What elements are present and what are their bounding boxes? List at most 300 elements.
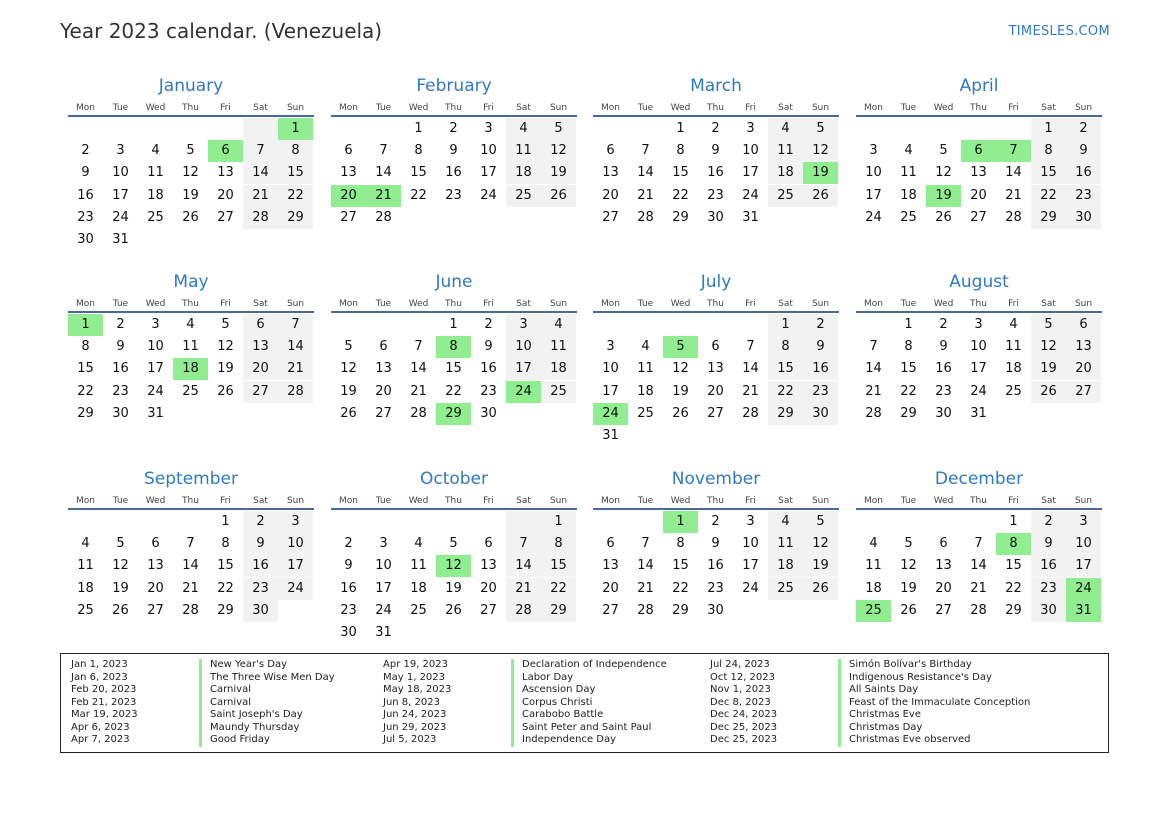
day-cell: 23 [77,209,94,225]
weekday-label: Thu [707,299,724,309]
weekday-label: Thu [970,496,987,506]
day-cell: 25 [768,578,803,600]
month-may [68,269,314,469]
day-cell: 12 [182,165,199,181]
day-cell: 3 [746,121,755,136]
day-cell: 18 [768,555,803,577]
day-cell: 31 [112,232,129,247]
day-cell: 11 [147,165,164,181]
day-cell: 29 [1005,602,1022,618]
holiday-name: The Three Wise Men Day [199,672,335,685]
month-january [68,73,314,273]
day-cell: 14 [375,165,392,181]
weekday-label: Sat [516,496,531,506]
day-cell: 11 [410,558,427,574]
holiday-date: Jun 24, 2023 [383,709,447,720]
day-cell: 25 [637,405,654,421]
month-title: February [416,76,492,96]
day-cell: 19 [340,383,357,399]
day-cell: 29 [278,207,313,229]
day-cell: 26 [935,209,952,225]
day-cell: 16 [112,361,129,377]
weekday-label: Mon [339,103,358,113]
day-cell: 15 [445,361,462,377]
weekday-label: Sat [253,299,268,309]
day-cell: 6 [243,314,278,336]
weekday-label: Sun [286,103,305,113]
holiday-day-cell: 31 [1066,600,1101,622]
holiday-name: Carnival [199,684,251,697]
day-cell: 26 [1031,381,1066,403]
day-cell: 11 [637,361,654,377]
day-cell: 8 [676,536,685,552]
day-cell: 24 [480,187,497,203]
weekday-label: Mon [339,299,358,309]
day-cell: 13 [602,165,619,181]
month-title: December [934,469,1024,489]
holiday-name: Indigenous Resistance's Day [838,672,992,685]
day-cell: 19 [672,383,689,399]
day-cell: 27 [217,209,234,225]
day-cell: 2 [711,514,720,529]
holiday-name: New Year's Day [199,659,287,672]
day-cell: 2 [81,143,90,159]
day-cell: 10 [375,558,392,574]
month-october [331,466,577,666]
day-cell: 3 [151,317,160,332]
day-cell: 27 [970,209,987,225]
weekday-label: Mon [76,496,95,506]
day-cell: 9 [711,536,720,552]
day-cell: 28 [742,405,759,421]
day-cell: 17 [112,187,129,203]
day-cell: 16 [340,580,357,596]
month-title: March [690,76,742,96]
day-cell: 15 [672,558,689,574]
weekday-header [593,102,839,117]
day-cell: 29 [900,405,917,421]
day-cell: 16 [1066,162,1101,184]
day-cell: 10 [742,143,759,159]
day-cell: 5 [803,511,838,533]
day-cell: 16 [243,555,278,577]
weekday-label: Mon [864,103,883,113]
day-cell: 27 [602,602,619,618]
holiday-day-cell: 8 [996,533,1031,555]
weekday-label: Fri [483,103,494,113]
holiday-date: Dec 25, 2023 [710,734,778,745]
day-cell: 5 [116,536,125,552]
day-cell: 20 [970,187,987,203]
day-cell: 17 [147,361,164,377]
day-cell: 5 [904,536,913,552]
weekday-label: Sat [778,103,793,113]
day-cell: 26 [112,602,129,618]
day-cell: 3 [746,514,755,529]
day-cell: 24 [970,383,987,399]
day-cell: 19 [1031,358,1066,380]
weekday-label: Sat [253,103,268,113]
weekday-label: Thu [182,496,199,506]
day-cell: 6 [606,536,615,552]
holiday-date: Jan 6, 2023 [71,671,128,683]
day-cell: 13 [970,165,987,181]
day-cell: 20 [1066,358,1101,380]
day-cell: 9 [711,143,720,159]
day-cell: 29 [77,405,94,421]
weekday-label: Tue [900,103,917,113]
day-cell: 5 [939,143,948,159]
day-cell: 8 [904,339,913,355]
day-cell: 15 [541,555,576,577]
weekday-label: Wed [933,496,954,506]
weekend-empty-cell [243,118,278,140]
day-cell: 19 [445,580,462,596]
weekday-label: Sat [778,496,793,506]
weekday-label: Thu [182,299,199,309]
day-cell: 6 [344,143,353,159]
day-cell: 17 [970,361,987,377]
day-cell: 10 [742,536,759,552]
day-cell: 6 [711,339,720,355]
day-cell: 7 [869,339,878,355]
day-cell: 26 [445,602,462,618]
day-cell: 31 [742,209,759,225]
day-cell: 17 [602,383,619,399]
day-cell: 4 [768,511,803,533]
day-cell: 17 [742,165,759,181]
day-cell: 13 [602,558,619,574]
weekday-label: Wed [670,103,691,113]
day-cell: 15 [77,361,94,377]
day-cell: 1 [414,121,423,136]
day-cell: 4 [541,314,576,336]
day-cell: 20 [375,383,392,399]
day-cell: 19 [112,580,129,596]
day-cell: 14 [970,558,987,574]
day-cell: 30 [1031,600,1066,622]
day-cell: 13 [375,361,392,377]
day-cell: 16 [445,165,462,181]
holiday-name: Saint Peter and Saint Paul [511,722,651,735]
holiday-day-cell: 24 [506,381,541,403]
site-logo[interactable]: TIMESLES.COM [1008,24,1110,39]
day-cell: 18 [865,580,882,596]
day-cell: 7 [506,533,541,555]
day-cell: 15 [410,165,427,181]
holiday-name: Christmas Day [838,722,922,735]
weekday-label: Sat [1041,103,1056,113]
day-cell: 8 [221,536,230,552]
page-title: Year 2023 calendar. (Venezuela) [60,19,383,43]
weekday-label: Tue [637,299,654,309]
day-cell: 21 [637,187,654,203]
day-cell: 19 [182,187,199,203]
weekday-label: Tue [112,103,129,113]
day-cell: 29 [1031,207,1066,229]
weekday-label: Tue [375,103,392,113]
day-cell: 4 [151,143,160,159]
month-title: September [144,469,238,489]
day-cell: 13 [340,165,357,181]
weekday-label: Thu [445,496,462,506]
day-cell: 1 [904,317,913,332]
day-cell: 2 [449,121,458,136]
holiday-day-cell: 1 [663,511,698,533]
holiday-name: Independence Day [511,734,616,747]
weekday-label: Tue [112,299,129,309]
day-cell: 5 [1031,314,1066,336]
holiday-day-cell: 6 [961,140,996,162]
day-cell: 9 [243,533,278,555]
holiday-name: All Saints Day [838,684,918,697]
day-cell: 9 [116,339,125,355]
holiday-day-cell: 18 [173,358,208,380]
weekday-label: Fri [745,103,756,113]
weekday-label: Sun [811,103,830,113]
day-cell: 20 [707,383,724,399]
weekday-label: Wed [670,496,691,506]
day-cell: 27 [480,602,497,618]
holiday-date: Nov 1, 2023 [710,684,771,695]
day-cell: 22 [672,580,689,596]
day-cell: 5 [344,339,353,355]
day-cell: 4 [81,536,90,552]
day-cell: 28 [1005,209,1022,225]
holiday-date: Jul 24, 2023 [710,659,770,670]
day-cell: 8 [414,143,423,159]
day-cell: 8 [541,533,576,555]
holiday-day-cell: 25 [856,600,891,622]
day-cell: 7 [186,536,195,552]
day-cell: 22 [278,185,313,207]
day-cell: 13 [217,165,234,181]
day-cell: 19 [541,162,576,184]
day-cell: 23 [445,187,462,203]
day-cell: 4 [186,317,195,332]
day-cell: 14 [506,555,541,577]
day-cell: 7 [746,339,755,355]
day-cell: 17 [278,555,313,577]
day-cell: 30 [243,600,278,622]
day-cell: 23 [707,580,724,596]
day-cell: 30 [935,405,952,421]
day-cell: 25 [1005,383,1022,399]
day-cell: 11 [182,339,199,355]
month-title: June [435,272,473,292]
day-cell: 7 [243,140,278,162]
weekday-header [856,298,1102,313]
weekday-header [68,298,314,313]
weekday-label: Mon [76,103,95,113]
holiday-day-cell: 21 [366,185,401,207]
day-cell: 26 [900,602,917,618]
day-cell: 6 [151,536,160,552]
holiday-name: Good Friday [199,734,270,747]
day-cell: 2 [243,511,278,533]
day-cell: 14 [637,165,654,181]
day-cell: 29 [672,209,689,225]
weekday-label: Mon [601,299,620,309]
weekday-label: Wed [145,496,166,506]
day-cell: 22 [900,383,917,399]
day-cell: 30 [803,403,838,425]
day-cell: 12 [217,339,234,355]
day-cell: 20 [243,358,278,380]
day-cell: 19 [217,361,234,377]
day-cell: 20 [147,580,164,596]
day-cell: 8 [278,140,313,162]
weekday-label: Tue [900,299,917,309]
day-cell: 10 [1066,533,1101,555]
day-cell: 30 [1066,207,1101,229]
day-cell: 3 [116,143,125,159]
weekday-label: Sun [549,299,568,309]
day-cell: 23 [112,383,129,399]
holiday-name: Carnival [199,697,251,710]
day-cell: 22 [217,580,234,596]
month-august [856,269,1102,469]
holiday-date: Dec 24, 2023 [710,709,778,720]
day-cell: 31 [375,625,392,640]
day-cell: 3 [484,121,493,136]
day-cell: 21 [278,358,313,380]
day-cell: 17 [1066,555,1101,577]
day-cell: 30 [707,602,724,618]
weekday-label: Tue [112,496,129,506]
day-cell: 21 [970,580,987,596]
weekday-label: Mon [601,496,620,506]
day-cell: 10 [112,165,129,181]
weekday-label: Sat [1041,299,1056,309]
day-cell: 27 [243,381,278,403]
holiday-day-cell: 1 [278,118,313,140]
day-cell: 8 [81,339,90,355]
day-cell: 24 [375,602,392,618]
holiday-date: Jul 5, 2023 [383,734,437,745]
day-cell: 16 [935,361,952,377]
weekday-label: Sun [286,496,305,506]
weekday-label: Sun [549,103,568,113]
holiday-date: Mar 19, 2023 [71,709,138,720]
day-cell: 11 [768,533,803,555]
day-cell: 10 [506,336,541,358]
weekday-label: Sat [516,299,531,309]
day-cell: 1 [449,317,458,332]
weekday-label: Mon [864,299,883,309]
day-cell: 22 [672,187,689,203]
weekday-label: Tue [375,299,392,309]
day-cell: 27 [147,602,164,618]
holiday-day-cell: 6 [208,140,243,162]
day-cell: 16 [480,361,497,377]
day-cell: 14 [637,558,654,574]
weekday-label: Fri [1008,496,1019,506]
day-cell: 23 [935,383,952,399]
day-cell: 11 [77,558,94,574]
holiday-day-cell: 24 [1066,578,1101,600]
day-cell: 13 [707,361,724,377]
day-cell: 24 [742,580,759,596]
day-cell: 6 [484,536,493,552]
day-cell: 15 [900,361,917,377]
day-cell: 5 [186,143,195,159]
holiday-date: May 1, 2023 [383,671,446,683]
weekday-label: Fri [745,496,756,506]
day-cell: 21 [1005,187,1022,203]
day-cell: 17 [865,187,882,203]
weekday-label: Sun [1074,299,1093,309]
day-cell: 16 [1031,555,1066,577]
holiday-day-cell: 5 [663,336,698,358]
day-cell: 15 [1005,558,1022,574]
holiday-name: Simón Bolívar's Birthday [838,659,972,672]
weekday-header [856,102,1102,117]
holiday-date: Jan 1, 2023 [71,659,128,670]
day-cell: 16 [803,358,838,380]
holiday-date: Dec 8, 2023 [710,696,771,708]
day-cell: 20 [217,187,234,203]
day-cell: 21 [506,578,541,600]
holiday-name: Saint Joseph's Day [199,709,303,722]
day-cell: 21 [243,185,278,207]
day-cell: 18 [147,187,164,203]
weekday-header [593,298,839,313]
day-cell: 30 [480,405,497,421]
holiday-name: Labor Day [511,672,573,685]
day-cell: 28 [506,600,541,622]
holiday-day-cell: 29 [436,403,471,425]
day-cell: 4 [414,536,423,552]
day-cell: 23 [340,602,357,618]
day-cell: 31 [602,428,619,443]
day-cell: 23 [480,383,497,399]
holiday-list [60,653,1109,753]
day-cell: 8 [676,143,685,159]
month-february [331,73,577,273]
holiday-date: Apr 19, 2023 [383,659,449,670]
weekday-label: Sat [1041,496,1056,506]
day-cell: 3 [506,314,541,336]
day-cell: 27 [375,405,392,421]
weekday-label: Sun [811,496,830,506]
day-cell: 19 [803,555,838,577]
day-cell: 21 [865,383,882,399]
holiday-name: Carabobo Battle [511,709,603,722]
holiday-date: Dec 25, 2023 [710,721,778,733]
day-cell: 5 [803,118,838,140]
month-march [593,73,839,273]
weekday-label: Thu [707,103,724,113]
weekday-label: Thu [445,103,462,113]
holiday-name: Maundy Thursday [199,722,299,735]
weekday-label: Mon [864,496,883,506]
day-cell: 24 [278,578,313,600]
day-cell: 12 [900,558,917,574]
day-cell: 9 [344,558,353,574]
day-cell: 10 [278,533,313,555]
weekday-label: Wed [408,299,429,309]
weekday-label: Thu [445,299,462,309]
day-cell: 3 [974,317,983,332]
day-cell: 1 [221,514,230,529]
day-cell: 26 [541,185,576,207]
day-cell: 18 [77,580,94,596]
day-cell: 21 [182,580,199,596]
holiday-date: Feb 20, 2023 [71,684,137,695]
day-cell: 9 [484,339,493,355]
day-cell: 22 [445,383,462,399]
